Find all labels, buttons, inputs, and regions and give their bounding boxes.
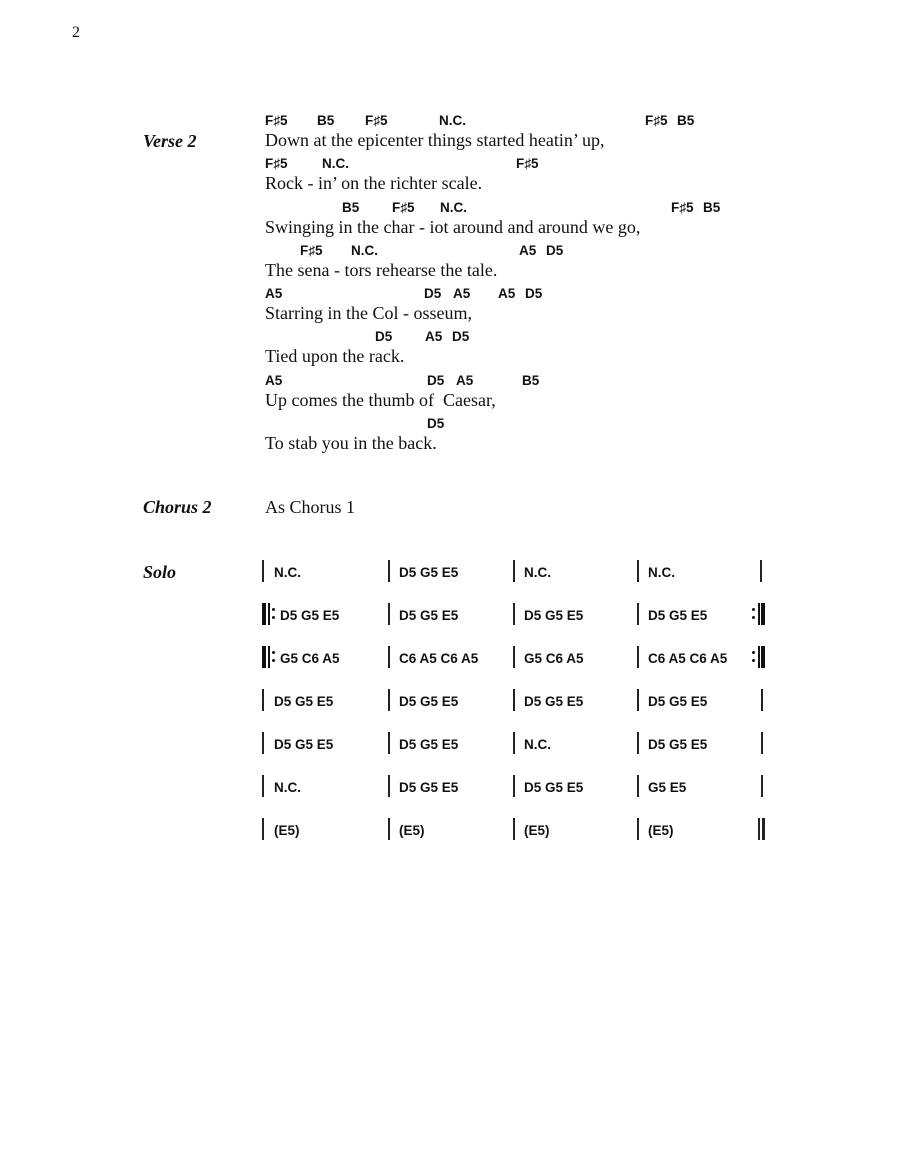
barline (513, 646, 515, 668)
chord: A5 (519, 242, 537, 258)
barline (761, 775, 763, 797)
chord: A5 (498, 286, 516, 302)
solo-row (262, 646, 772, 689)
solo-label: Solo (143, 562, 177, 582)
chord: N.C. (322, 156, 349, 172)
chord: F♯5 (392, 199, 415, 215)
measure: N.C. (274, 565, 301, 580)
barline (637, 560, 639, 582)
measure: D5 G5 E5 (648, 608, 708, 623)
barline-final-thin (758, 818, 760, 840)
chord: N.C. (351, 242, 378, 258)
solo-chart (262, 560, 772, 861)
chord: D5 (424, 286, 442, 302)
solo-row (262, 603, 772, 646)
barline (388, 689, 390, 711)
verse-line (265, 243, 825, 286)
chord: B5 (317, 113, 335, 128)
measure: D5 G5 E5 (524, 608, 584, 623)
chord: F♯5 (365, 113, 388, 128)
chord: F♯5 (265, 113, 288, 128)
measure: D5 G5 E5 (274, 694, 334, 709)
measure: D5 G5 E5 (399, 565, 459, 580)
chord: D5 (525, 286, 543, 302)
barline (637, 732, 639, 754)
chord: B5 (703, 199, 721, 215)
chord: F♯5 (645, 113, 668, 128)
barline (262, 560, 264, 582)
repeat-dots (272, 651, 275, 663)
repeat-dots (752, 608, 755, 620)
verse-2-label: Verse 2 (143, 131, 197, 151)
solo-row (262, 689, 772, 732)
verse-line (265, 329, 825, 372)
measure: D5 G5 E5 (648, 694, 708, 709)
barline-end (760, 560, 762, 582)
measure: N.C. (274, 780, 301, 795)
chord: N.C. (440, 199, 467, 215)
measure: (E5) (274, 823, 300, 838)
verse-line (265, 200, 825, 243)
verse-line (265, 156, 825, 199)
measure: D5 G5 E5 (399, 737, 459, 752)
measure: G5 C6 A5 (524, 651, 584, 666)
barline (388, 818, 390, 840)
chord: D5 (427, 372, 445, 388)
measure: N.C. (648, 565, 675, 580)
barline (513, 560, 515, 582)
measure: (E5) (524, 823, 550, 838)
barline (761, 732, 763, 754)
barline (388, 732, 390, 754)
chord: D5 (375, 329, 393, 345)
barline (513, 603, 515, 625)
chord: D5 (452, 329, 470, 345)
chord: F♯5 (671, 199, 694, 215)
barline (262, 818, 264, 840)
barline (761, 689, 763, 711)
barline (513, 732, 515, 754)
chord: F♯5 (516, 156, 539, 172)
measure: G5 E5 (648, 780, 687, 795)
chord: A5 (456, 372, 474, 388)
verse-line (265, 286, 825, 329)
measure: D5 G5 E5 (399, 608, 459, 623)
chord: D5 (427, 416, 445, 432)
measure: N.C. (524, 737, 551, 752)
barline (262, 775, 264, 797)
measure: C6 A5 C6 A5 (399, 651, 479, 666)
barline (513, 775, 515, 797)
measure: (E5) (399, 823, 425, 838)
chord: D5 (546, 242, 564, 258)
lyric-line: Swinging in the char - iot around and around we go, (265, 216, 641, 237)
chord: A5 (265, 372, 283, 388)
measure: N.C. (524, 565, 551, 580)
barline (388, 646, 390, 668)
measure: D5 G5 E5 (274, 737, 334, 752)
lyric-line: The sena - tors rehearse the tale. (265, 259, 498, 280)
barline (637, 646, 639, 668)
chord: B5 (522, 372, 540, 388)
repeat-dots (752, 651, 755, 663)
lyric-line: Down at the epicenter things started heatin’ up, (265, 130, 605, 150)
verse-2-lyrics (265, 113, 825, 459)
barline (262, 732, 264, 754)
lyric-line: Rock - in’ on the richter scale. (265, 173, 483, 194)
barline (513, 818, 515, 840)
barline (388, 775, 390, 797)
measure: (E5) (648, 823, 674, 838)
repeat-end-sign (758, 646, 768, 668)
solo-row (262, 732, 772, 775)
lyric-line: Up comes the thumb of Caesar, (265, 389, 496, 410)
chorus-2-text: As Chorus 1 (265, 497, 356, 517)
chord: B5 (342, 199, 360, 215)
solo-row (262, 560, 772, 603)
barline (637, 689, 639, 711)
barline (388, 560, 390, 582)
verse-line (265, 373, 825, 416)
measure: C6 A5 C6 A5 (648, 651, 728, 666)
barline (637, 775, 639, 797)
barline-final-thick (762, 818, 765, 840)
repeat-end-sign (758, 603, 768, 625)
chord: A5 (265, 286, 283, 302)
chord: N.C. (439, 113, 466, 128)
barline (513, 689, 515, 711)
barline (388, 603, 390, 625)
barline (637, 818, 639, 840)
chord: A5 (425, 329, 443, 345)
barline (637, 603, 639, 625)
chord: F♯5 (265, 156, 288, 172)
verse-line (265, 113, 825, 156)
lyric-line: Starring in the Col - osseum, (265, 303, 472, 324)
lyric-line: Tied upon the rack. (265, 346, 405, 367)
lyric-line: To stab you in the back. (265, 433, 437, 454)
solo-row (262, 775, 772, 818)
verse-line (265, 416, 825, 459)
chorus-2-label: Chorus 2 (143, 497, 212, 517)
chord: F♯5 (300, 242, 323, 258)
measure: D5 G5 E5 (524, 780, 584, 795)
measure: G5 C6 A5 (280, 651, 340, 666)
measure: D5 G5 E5 (399, 694, 459, 709)
barline (262, 689, 264, 711)
chord: B5 (677, 113, 695, 128)
page-number: 2 (72, 24, 80, 41)
solo-row (262, 818, 772, 861)
repeat-dots (272, 608, 275, 620)
measure: D5 G5 E5 (280, 608, 340, 623)
chord: A5 (453, 286, 471, 302)
measure: D5 G5 E5 (399, 780, 459, 795)
measure: D5 G5 E5 (524, 694, 584, 709)
measure: D5 G5 E5 (648, 737, 708, 752)
